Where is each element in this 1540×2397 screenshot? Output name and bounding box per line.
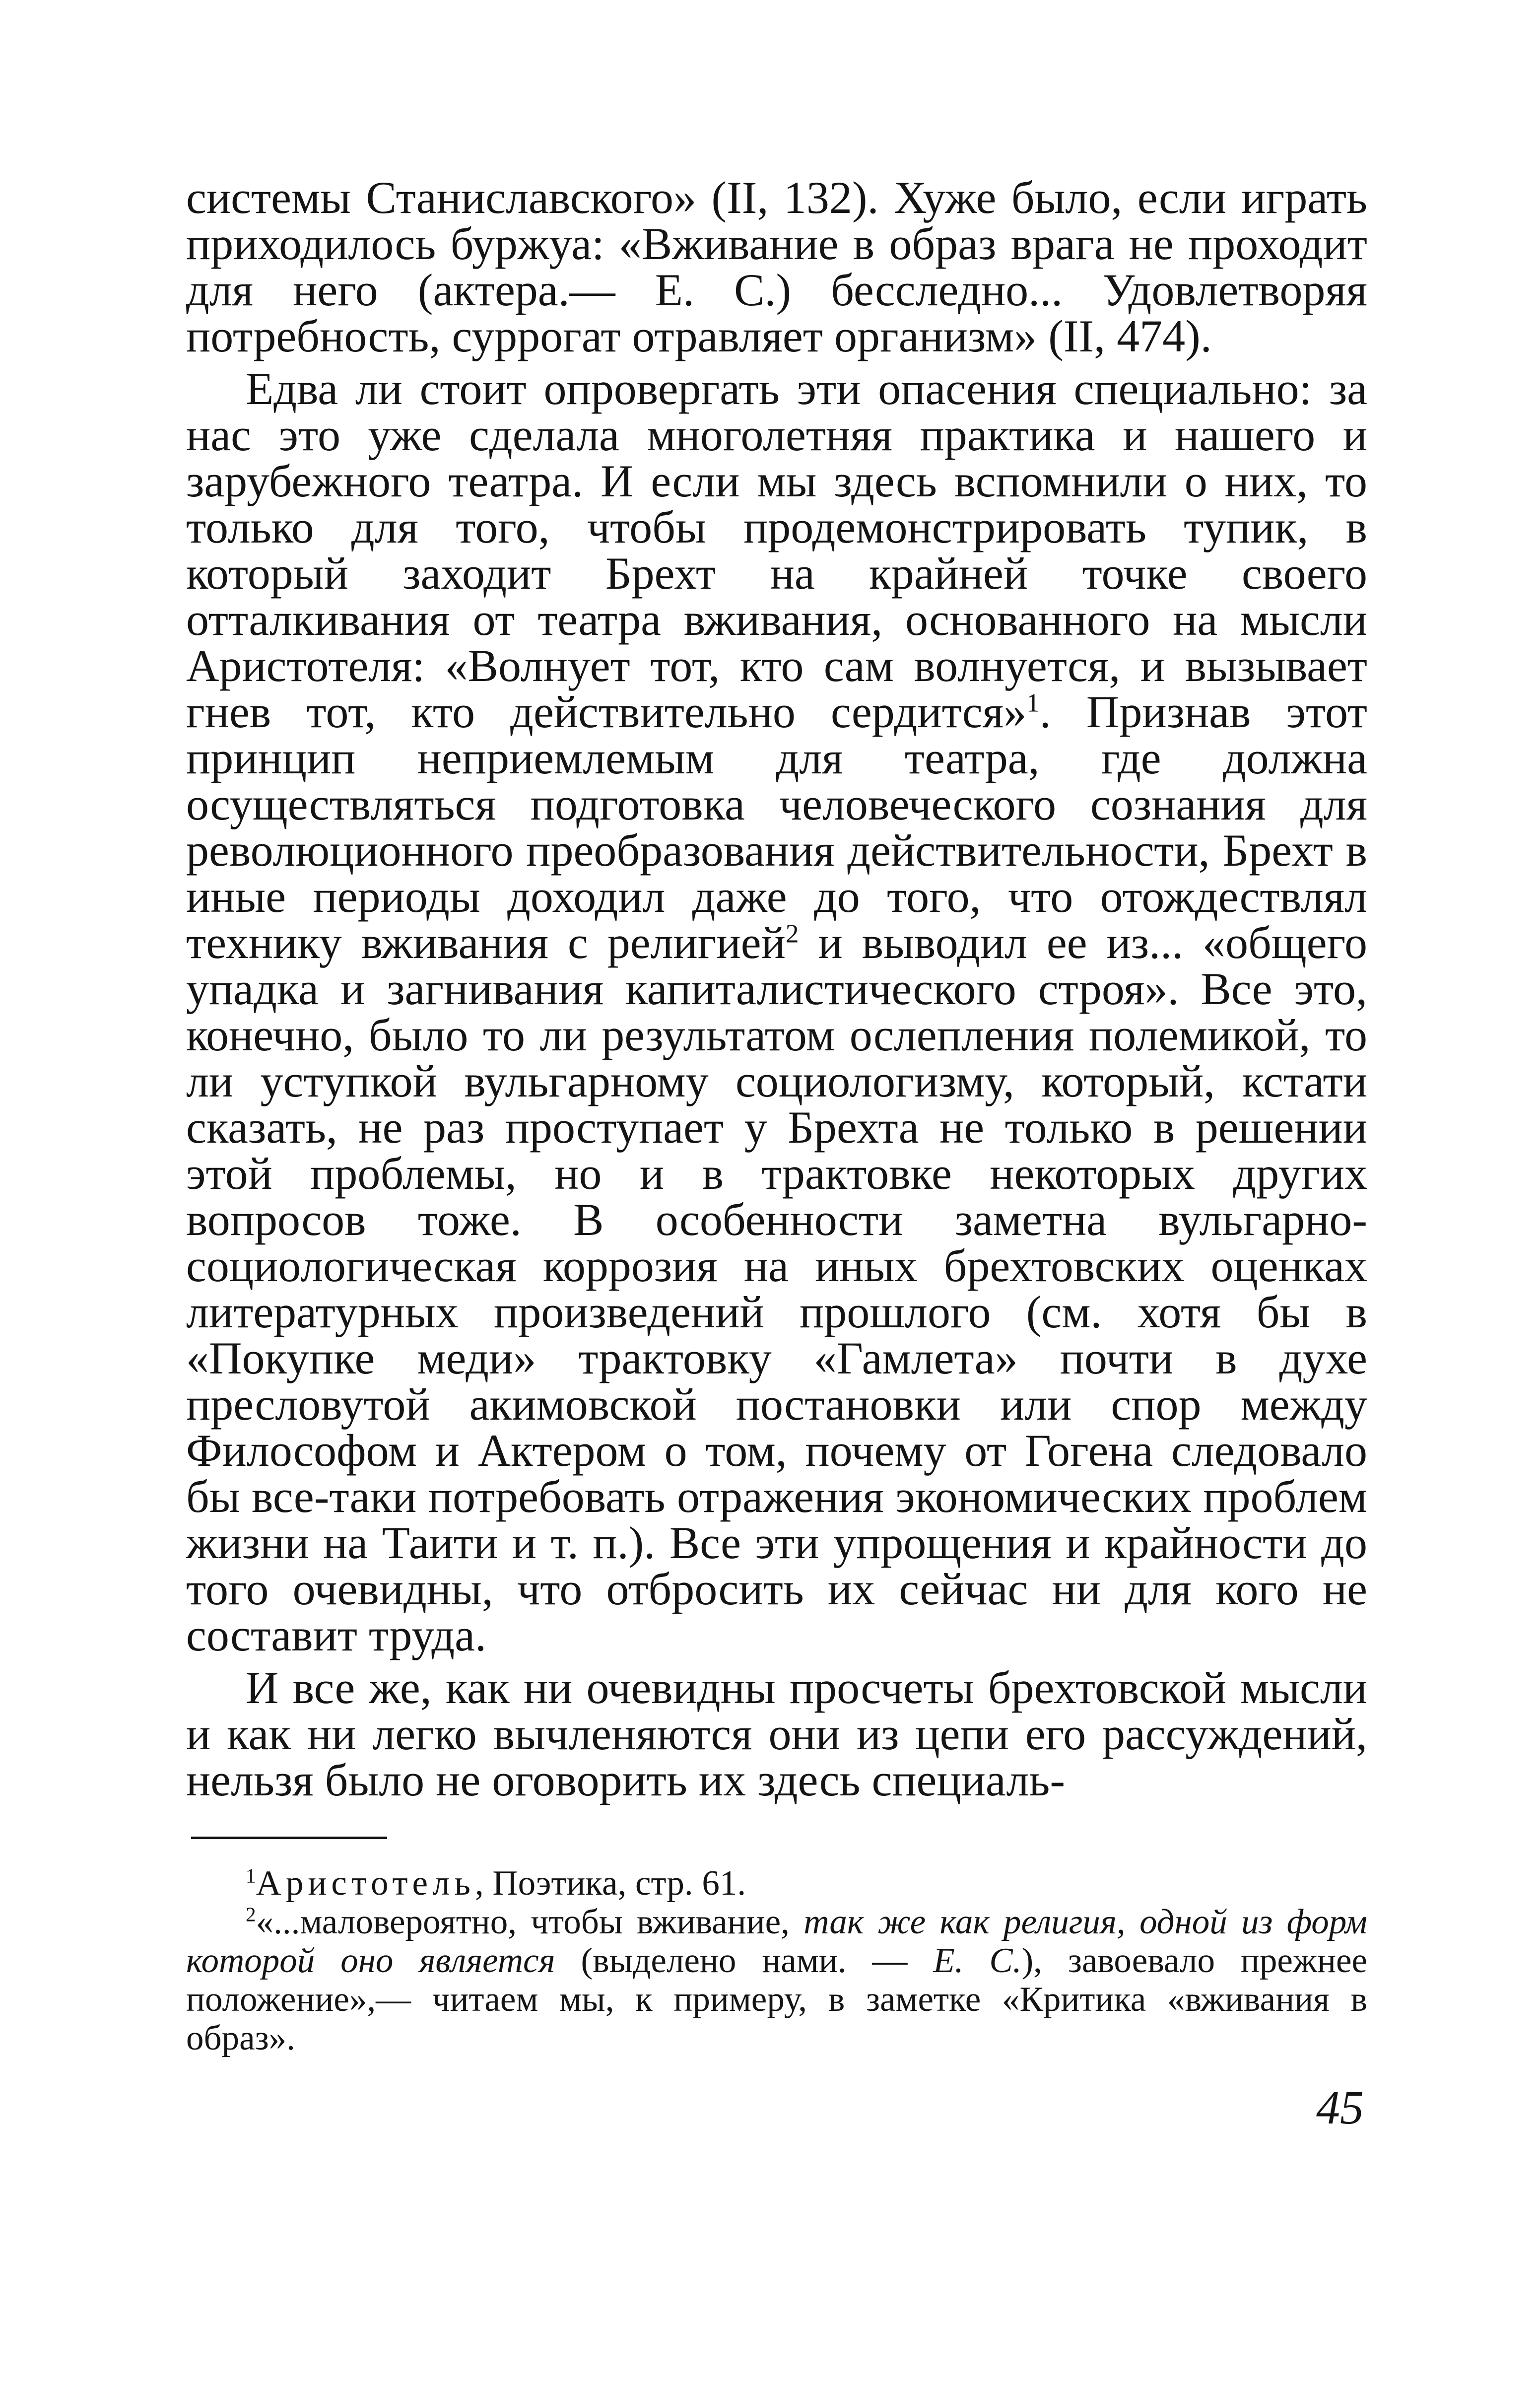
- paragraph-1: системы Станиславского» (II, 132). Хуже было, если играть приходилось буржуа: «Вживание в образ врага не проходит для него (актера.— Е. С.) бесследно... Удовлетворяя потребность, суррогат отравляет организм» (II, 474).: [186, 172, 1367, 361]
- footnote-divider: [191, 1837, 387, 1839]
- footnote-1-author: Аристотель: [256, 1864, 475, 1903]
- footnote-2: $^2$«...маловероятно, чтобы вживание, так же как религия, одной из форм которой оно является (выделено нами. — Е. С.), завоевало прежнее положение»,— читаем мы, к примеру, в заметке «Критика «вживания в образ».: [186, 1903, 1367, 2057]
- footnote-ref-2: 2: [785, 918, 799, 949]
- paragraph-3: И все же, как ни очевидны просчеты брехтовской мысли и как ни легко вычленяются они из цепи его рассуждений, нельзя было не оговорить их здесь специаль-: [186, 1662, 1367, 1805]
- page-number: 45: [1316, 2081, 1364, 2134]
- footnote-2-emphasis: так же как религия, одной из форм которой оно является: [186, 1903, 1367, 1980]
- footnote-2-initials: Е. С.: [933, 1941, 1022, 1980]
- footnote-1: $^1$Аристотель, Поэтика, стр. 61.: [246, 1864, 746, 1903]
- footnotes: [186, 1864, 1367, 2057]
- main-text: [186, 172, 1367, 1810]
- footnote-ref-1: 1: [1026, 687, 1040, 718]
- paragraph-2: Едва ли стоит опровергать эти опасения специально: за нас это уже сделала многолетняя практика и нашего и зарубежного театра. И если мы здесь вспомнили о них, то только для того, чтобы продемонстрировать тупик, в который заходит Брехт на крайней точке своего отталкивания от театра вживания, основанного на мысли Аристотеля: «Волнует тот, кто сам волнуется, и вызывает гнев тот, кто действительно сердится»$^1$. Признав этот принцип неприемлемым для театра, где должна осуществляться подготовка человеческого сознания для революционного преобразования действительности, Брехт в иные периоды доходил даже до того, что отождествлял технику вживания с религией$^2$ и выводил ее из... «общего упадка и загнивания капиталистического строя». Все это, конечно, было то ли результатом ослепления полемикой, то ли уступкой вульгарному социологизму, который, кстати сказать, не раз проступает у Брехта не только в решении этой проблемы, но и в трактовке некоторых других вопросов тоже. В особенности заметна вульгарно-социологическая коррозия на иных брехтовских оценках литературных произведений прошлого (см. хотя бы в «Покупке меди» трактовку «Гамлета» почти в духе пресловутой акимовской постановки или спор между Философом и Актером о том, почему от Гогена следовало бы все-таки потребовать отражения экономических проблем жизни на Таити и т. п.). Все эти упрощения и крайности до того очевидны, что отбросить их сейчас ни для кого не составит труда.: [186, 363, 1367, 1660]
